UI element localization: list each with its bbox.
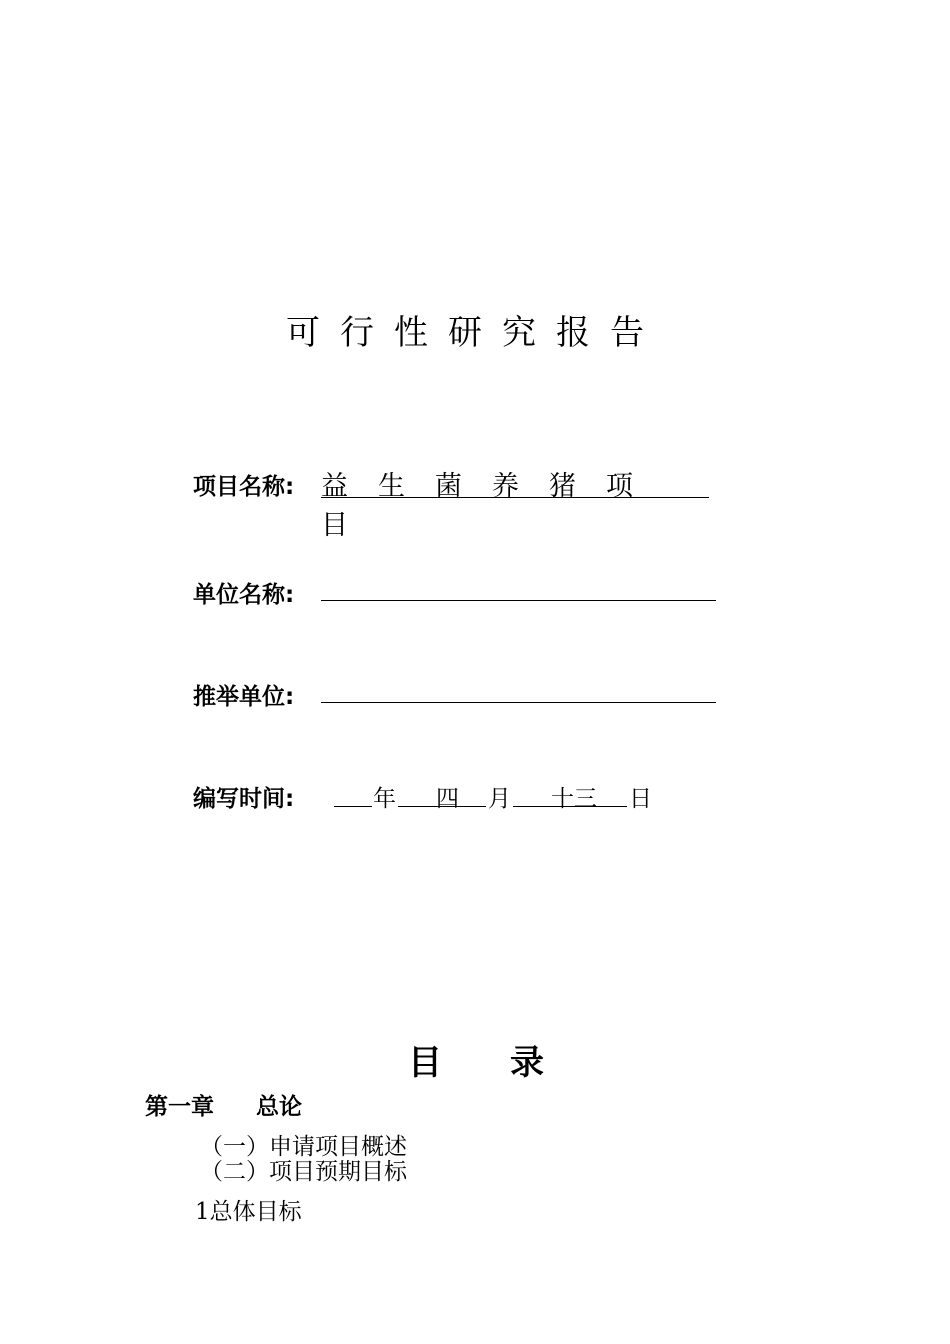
project-name-char: 益 [321, 471, 348, 502]
report-title: 可行性研究报告 [286, 313, 664, 353]
project-name-char: 项 [606, 471, 633, 502]
toc-item[interactable]: （一）申请项目概述 [200, 1134, 407, 1160]
toc-title-char: 目 [408, 1043, 442, 1083]
project-name-char: 养 [492, 471, 519, 502]
unit-name-label: 单位名称: [193, 582, 295, 608]
date-label: 编写时间: [193, 786, 295, 812]
day-value: 十三 [551, 786, 597, 812]
recommend-unit-blank [321, 702, 716, 703]
year-blank [334, 806, 372, 807]
toc-item[interactable]: 1总体目标 [195, 1199, 302, 1225]
chapter-number: 第一章 [145, 1094, 214, 1120]
project-name-underline [321, 497, 709, 498]
project-name-label: 项目名称: [193, 474, 295, 500]
toc-item[interactable]: （二）项目预期目标 [200, 1159, 407, 1185]
project-name-char: 猪 [549, 471, 576, 502]
unit-name-blank [321, 600, 716, 601]
year-suffix: 年 [373, 786, 396, 812]
project-name-char: 菌 [435, 471, 462, 502]
day-suffix: 日 [629, 786, 652, 812]
month-value: 四 [436, 786, 459, 812]
month-suffix: 月 [488, 786, 511, 812]
project-name-char: 目 [321, 510, 348, 541]
chapter-name: 总论 [256, 1094, 302, 1120]
toc-title-char: 录 [510, 1043, 544, 1083]
project-name-value [321, 464, 709, 542]
toc-chapter-1[interactable] [145, 1088, 302, 1121]
recommend-unit-label: 推举单位: [193, 684, 295, 710]
project-name-char: 生 [378, 471, 405, 502]
toc-title [408, 1035, 612, 1084]
